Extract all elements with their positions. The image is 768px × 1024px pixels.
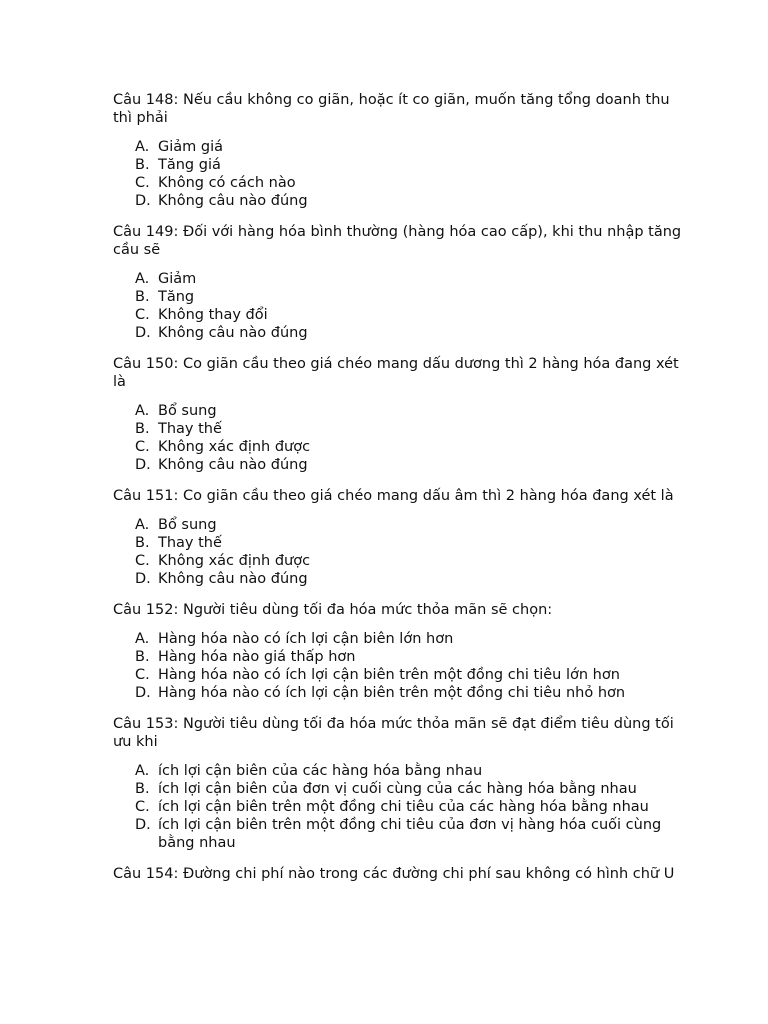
option-d — [135, 324, 688, 342]
option-letter: D. — [135, 325, 151, 341]
option-a — [135, 270, 688, 288]
option-d — [135, 816, 688, 852]
option-text: Thay thế — [158, 421, 222, 437]
question-153 — [113, 715, 688, 852]
option-text: ích lợi cận biên của các hàng hóa bằng nhau — [158, 763, 483, 779]
answer-options — [113, 630, 688, 702]
option-b — [135, 420, 688, 438]
option-text: Không có cách nào — [158, 175, 296, 191]
option-letter: D. — [135, 571, 151, 587]
answer-options — [113, 516, 688, 588]
option-letter: D. — [135, 685, 151, 701]
answer-options — [113, 402, 688, 474]
option-d — [135, 684, 688, 702]
option-letter: D. — [135, 193, 151, 209]
option-c — [135, 306, 688, 324]
question-text: Câu 150: Co giãn cầu theo giá chéo mang dấu dương thì 2 hàng hóa đang xét là — [113, 356, 679, 390]
option-text: Giảm giá — [158, 139, 224, 155]
option-b — [135, 534, 688, 552]
option-c — [135, 438, 688, 456]
option-text: Hàng hóa nào giá thấp hơn — [158, 649, 356, 665]
question-150 — [113, 355, 688, 474]
option-text: Không thay đổi — [158, 307, 268, 323]
question-text: Câu 149: Đối với hàng hóa bình thường (hàng hóa cao cấp), khi thu nhập tăng cầu sẽ — [113, 224, 682, 258]
question-151 — [113, 487, 688, 588]
option-letter: C. — [135, 307, 150, 323]
option-text: Không xác định được — [158, 439, 311, 455]
option-c — [135, 174, 688, 192]
option-letter: C. — [135, 667, 150, 683]
question-152 — [113, 601, 688, 702]
option-letter: D. — [135, 457, 151, 473]
option-letter: C. — [135, 175, 150, 191]
option-letter: A. — [135, 763, 150, 779]
option-a — [135, 516, 688, 534]
option-text: Bổ sung — [158, 403, 217, 419]
option-letter: C. — [135, 439, 150, 455]
option-letter: A. — [135, 517, 150, 533]
option-b — [135, 288, 688, 306]
question-text: Câu 154: Đường chi phí nào trong các đường chi phí sau không có hình chữ U — [113, 866, 675, 882]
option-text: Không câu nào đúng — [158, 193, 308, 209]
option-a — [135, 138, 688, 156]
option-text: ích lợi cận biên trên một đồng chi tiêu của đơn vị hàng hóa cuối cùng bằng nhau — [158, 817, 662, 851]
option-text: Không câu nào đúng — [158, 571, 308, 587]
option-d — [135, 456, 688, 474]
question-149 — [113, 223, 688, 342]
option-text: Giảm — [158, 271, 197, 287]
option-letter: B. — [135, 421, 150, 437]
option-letter: A. — [135, 139, 150, 155]
option-letter: B. — [135, 289, 150, 305]
option-a — [135, 630, 688, 648]
option-b — [135, 780, 688, 798]
question-text: Câu 152: Người tiêu dùng tối đa hóa mức thỏa mãn sẽ chọn: — [113, 602, 553, 618]
option-text: ích lợi cận biên của đơn vị cuối cùng của các hàng hóa bằng nhau — [158, 781, 637, 797]
option-text: Bổ sung — [158, 517, 217, 533]
option-text: Hàng hóa nào có ích lợi cận biên lớn hơn — [158, 631, 454, 647]
option-text: ích lợi cận biên trên một đồng chi tiêu của các hàng hóa bằng nhau — [158, 799, 649, 815]
option-letter: B. — [135, 157, 150, 173]
option-c — [135, 552, 688, 570]
option-letter: B. — [135, 535, 150, 551]
question-148 — [113, 91, 688, 210]
option-text: Tăng — [158, 289, 195, 305]
option-letter: D. — [135, 817, 151, 833]
option-letter: A. — [135, 271, 150, 287]
option-text: Hàng hóa nào có ích lợi cận biên trên một đồng chi tiêu nhỏ hơn — [158, 685, 626, 701]
option-text: Hàng hóa nào có ích lợi cận biên trên một đồng chi tiêu lớn hơn — [158, 667, 620, 683]
option-a — [135, 762, 688, 780]
answer-options — [113, 762, 688, 852]
option-d — [135, 570, 688, 588]
answer-options — [113, 270, 688, 342]
option-b — [135, 648, 688, 666]
option-text: Thay thế — [158, 535, 222, 551]
option-a — [135, 402, 688, 420]
answer-options — [113, 138, 688, 210]
option-text: Tăng giá — [158, 157, 221, 173]
option-letter: C. — [135, 799, 150, 815]
option-text: Không câu nào đúng — [158, 457, 308, 473]
option-b — [135, 156, 688, 174]
option-text: Không xác định được — [158, 553, 311, 569]
option-letter: C. — [135, 553, 150, 569]
option-text: Không câu nào đúng — [158, 325, 308, 341]
question-154 — [113, 865, 688, 883]
question-text: Câu 148: Nếu cầu không co giãn, hoặc ít co giãn, muốn tăng tổng doanh thu thì phải — [113, 92, 670, 126]
option-c — [135, 798, 688, 816]
option-letter: A. — [135, 403, 150, 419]
question-text: Câu 151: Co giãn cầu theo giá chéo mang dấu âm thì 2 hàng hóa đang xét là — [113, 488, 674, 504]
option-c — [135, 666, 688, 684]
option-letter: B. — [135, 649, 150, 665]
option-letter: B. — [135, 781, 150, 797]
option-letter: A. — [135, 631, 150, 647]
question-text: Câu 153: Người tiêu dùng tối đa hóa mức thỏa mãn sẽ đạt điểm tiêu dùng tối ưu khi — [113, 716, 674, 750]
option-d — [135, 192, 688, 210]
